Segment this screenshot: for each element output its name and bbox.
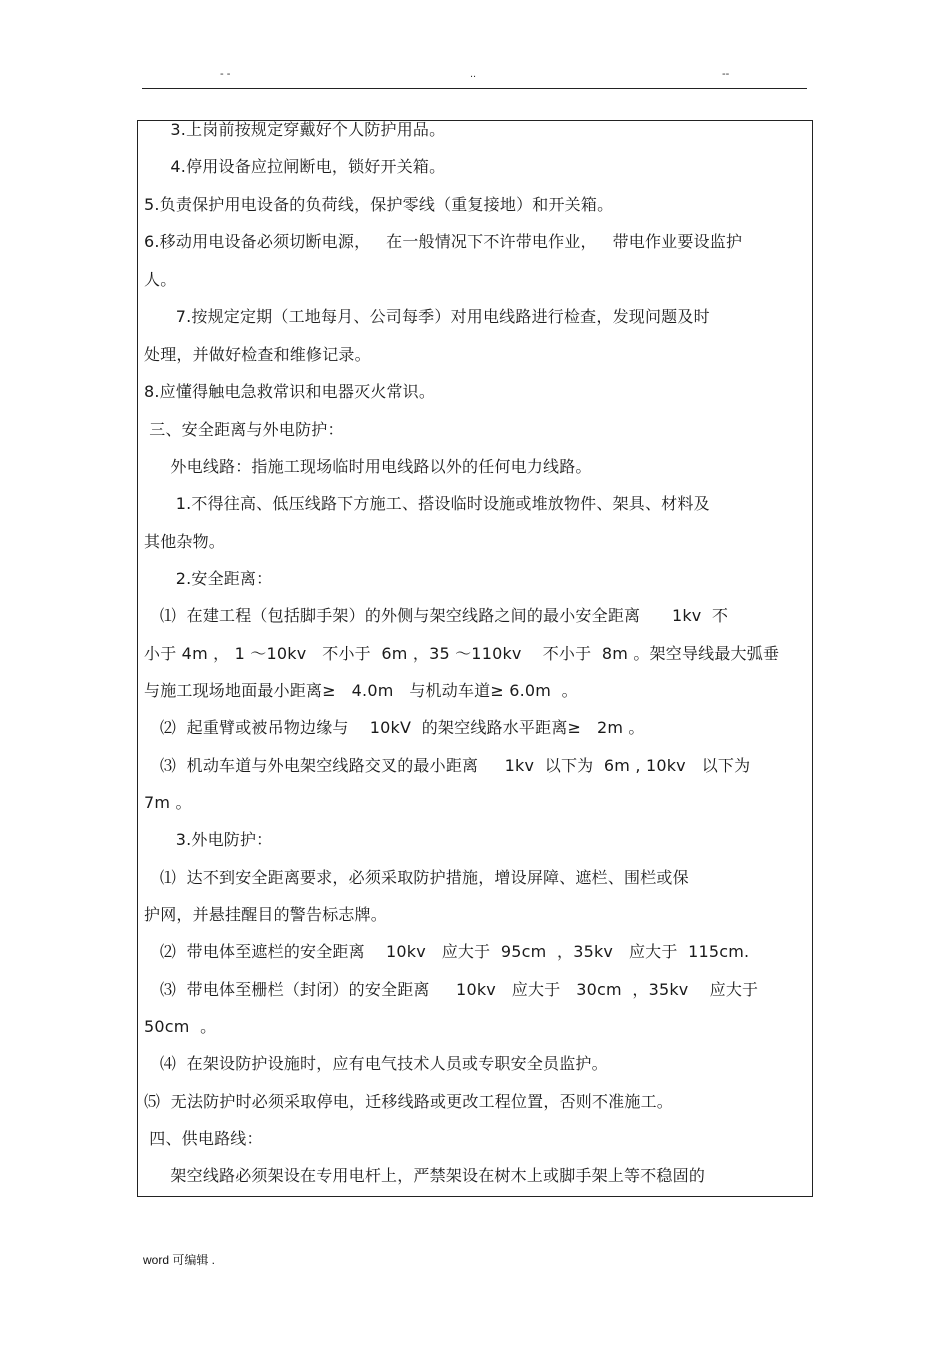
- text-line: 8.应懂得触电急救常识和电器灭火常识。: [144, 382, 436, 401]
- footer-note: word 可编辑 .: [143, 1253, 216, 1267]
- text-line: 护网，并悬挂醒目的警告标志牌。: [144, 905, 388, 924]
- section-heading: 四、供电路线：: [144, 1129, 263, 1148]
- text-line: 5.负责保护用电设备的负荷线，保护零线（重复接地）和开关箱。: [144, 195, 614, 214]
- text-line: ⑶ 机动车道与外电架空线路交叉的最小距离 1kv 以下为 6m , 10kv 以下为: [144, 756, 751, 775]
- text-line: ⑵ 起重臂或被吊物边缘与 10kV 的架空线路水平距离≥ 2m 。: [144, 718, 645, 737]
- header-divider: [142, 88, 807, 89]
- text-line: 与施工现场地面最小距离≥ 4.0m 与机动车道≥ 6.0m 。: [144, 681, 578, 700]
- text-line: 7.按规定定期（工地每月、公司每季）对用电线路进行检查，发现问题及时: [144, 307, 710, 326]
- text-line: ⑴ 在建工程（包括脚手架）的外侧与架空线路之间的最小安全距离 1kv 不: [144, 606, 729, 625]
- text-line: 7m 。: [144, 793, 192, 812]
- text-line: 架空线路必须架设在专用电杆上，严禁架设在树木上或脚手架上等不稳固的: [144, 1166, 706, 1185]
- text-line: ⑶ 带电体至栅栏（封闭）的安全距离 10kv 应大于 30cm ，35kv 应大于: [144, 980, 759, 999]
- text-line: 6.移动用电设备必须切断电源， 在一般情况下不许带电作业， 带电作业要设监护: [144, 232, 743, 251]
- text-line: 人。: [144, 270, 177, 289]
- text-line: ⑵ 带电体至遮栏的安全距离 10kv 应大于 95cm ，35kv 应大于 115cm.: [144, 942, 750, 961]
- text-line: 外电线路：指施工现场临时用电线路以外的任何电力线路。: [144, 457, 592, 476]
- text-line: ⑴ 达不到安全距离要求，必须采取防护措施，增设屏障、遮栏、围栏或保: [144, 868, 689, 887]
- text-line: 3.外电防护：: [144, 830, 273, 849]
- text-line: 其他杂物。: [144, 532, 226, 551]
- section-heading: 三、安全距离与外电防护：: [144, 420, 344, 439]
- text-line: 50cm 。: [144, 1017, 217, 1036]
- header-left-mark: - -: [220, 68, 231, 80]
- text-line: ⑸ 无法防护时必须采取停电，迁移线路或更改工程位置，否则不准施工。: [144, 1092, 673, 1111]
- text-line: 小于 4m ， 1 ～10kv 不小于 6m ，35 ～110kv 不小于 8m 。架空导线最大弧垂: [144, 644, 780, 663]
- text-line: 处理，并做好检查和维修记录。: [144, 345, 371, 364]
- text-line: 2.安全距离：: [144, 569, 273, 588]
- header-right-mark: --: [722, 68, 730, 80]
- text-line: 3.上岗前按规定穿戴好个人防护用品。: [144, 120, 446, 139]
- text-line: 1.不得往高、低压线路下方施工、搭设临时设施或堆放物件、架具、材料及: [144, 494, 710, 513]
- text-line: 4.停用设备应拉闸断电，锁好开关箱。: [144, 157, 446, 176]
- text-line: ⑷ 在架设防护设施时，应有电气技术人员或专职安全员监护。: [144, 1054, 608, 1073]
- header-center-mark: ..: [470, 68, 477, 80]
